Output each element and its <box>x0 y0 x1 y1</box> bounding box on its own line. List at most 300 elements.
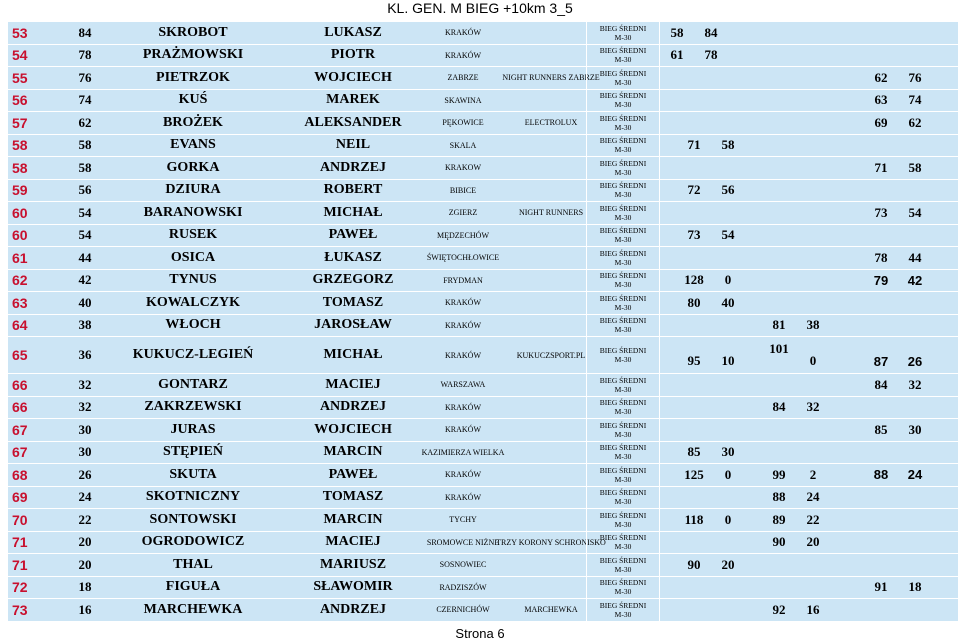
score-value: 87 <box>873 354 889 369</box>
category-line-2: M-30 <box>614 235 632 245</box>
category-line-2: M-30 <box>614 212 632 222</box>
city-cell: KAZIMIERZA WIELKA <box>421 447 505 457</box>
first-name-cell: MARCIN <box>323 444 383 460</box>
category-line-2: M-30 <box>614 407 632 417</box>
category-cell <box>586 532 660 554</box>
score-value: 118 <box>684 511 704 527</box>
table-row <box>8 292 958 315</box>
position-cell: 69 <box>12 489 28 506</box>
category-cell <box>586 397 660 419</box>
category-line-1: BIEG ŚREDNI <box>599 203 647 213</box>
table-row <box>8 599 958 622</box>
surname-cell: THAL <box>173 556 213 572</box>
category-line-2: M-30 <box>614 325 632 335</box>
score-value: 72 <box>687 182 701 198</box>
table-row <box>8 509 958 532</box>
category-line-2: M-30 <box>614 564 632 574</box>
category-cell <box>586 135 660 157</box>
position-cell: 63 <box>12 294 28 311</box>
position-cell: 58 <box>12 137 28 154</box>
position-cell: 67 <box>12 421 28 438</box>
position-cell: 71 <box>12 534 28 551</box>
surname-cell: PRAŻMOWSKI <box>142 47 244 63</box>
surname-cell: RUSEK <box>168 227 218 243</box>
first-name-cell: MARIUSZ <box>319 556 387 572</box>
first-name-cell: PIOTR <box>330 47 376 63</box>
bib-number-cell: 20 <box>78 534 92 550</box>
score-value: 91 <box>874 579 888 595</box>
category-line-1: BIEG ŚREDNI <box>599 316 647 326</box>
score-value: 26 <box>907 354 923 369</box>
city-cell: KRAKÓW <box>445 28 481 38</box>
table-row <box>8 67 958 90</box>
position-cell: 67 <box>12 444 28 461</box>
score-value: 84 <box>772 399 786 415</box>
first-name-cell: ALEKSANDER <box>304 114 402 130</box>
category-cell <box>586 157 660 179</box>
score-value: 125 <box>684 466 704 482</box>
score-value: 54 <box>908 204 922 220</box>
city-cell: TYCHY <box>449 515 477 525</box>
position-cell: 72 <box>12 579 28 596</box>
score-value: 16 <box>806 601 820 617</box>
club-cell: NIGHT RUNNERS ZABRZE <box>502 73 600 83</box>
score-value: 79 <box>873 272 889 288</box>
position-cell: 62 <box>12 272 28 289</box>
bib-number-cell: 62 <box>78 114 92 130</box>
bib-number-cell: 56 <box>78 182 92 198</box>
club-cell: KUKUCZSPORT.PL <box>516 350 586 360</box>
category-cell <box>586 22 660 44</box>
category-line-2: M-30 <box>614 355 632 364</box>
city-cell: KRAKÓW <box>445 492 481 502</box>
category-line-1: BIEG ŚREDNI <box>599 23 647 33</box>
score-value: 38 <box>806 317 820 333</box>
score-value: 24 <box>806 489 820 505</box>
surname-cell: EVANS <box>170 137 216 153</box>
category-cell <box>586 202 660 224</box>
position-cell: 73 <box>12 601 28 618</box>
category-line-2: M-30 <box>614 100 632 110</box>
category-line-2: M-30 <box>614 497 632 507</box>
city-cell: BIBICE <box>449 185 477 195</box>
category-line-1: BIEG ŚREDNI <box>599 271 647 281</box>
first-name-cell: WOJCIECH <box>314 69 392 85</box>
category-line-2: M-30 <box>614 55 632 65</box>
category-line-1: BIEG ŚREDNI <box>599 91 647 101</box>
score-value: 88 <box>772 489 786 505</box>
surname-cell: TYNUS <box>169 272 217 288</box>
bib-number-cell: 30 <box>78 421 92 437</box>
category-line-2: M-30 <box>614 190 632 200</box>
results-table <box>8 22 958 622</box>
position-cell: 58 <box>12 159 28 176</box>
first-name-cell: ANDRZEJ <box>319 601 387 617</box>
city-cell: KRAKOW <box>445 163 481 173</box>
table-row <box>8 442 958 465</box>
first-name-cell: MACIEJ <box>325 534 381 550</box>
bib-number-cell: 20 <box>78 556 92 572</box>
category-cell <box>586 90 660 112</box>
category-line-1: BIEG ŚREDNI <box>599 248 647 258</box>
bib-number-cell: 58 <box>78 137 92 153</box>
category-line-1: BIEG ŚREDNI <box>599 443 647 453</box>
page-title: KL. GEN. M BIEG +10km 3_5 <box>387 0 573 16</box>
category-line-2: M-30 <box>614 280 632 290</box>
first-name-cell: TOMASZ <box>322 294 384 310</box>
category-cell <box>586 67 660 89</box>
category-cell <box>586 577 660 599</box>
category-line-2: M-30 <box>614 384 632 394</box>
score-value: 74 <box>908 92 922 108</box>
first-name-cell: WOJCIECH <box>314 421 392 437</box>
first-name-cell: PAWEŁ <box>328 466 378 482</box>
position-cell: 66 <box>12 376 28 393</box>
table-row <box>8 315 958 338</box>
category-cell <box>586 464 660 486</box>
club-cell: NIGHT RUNNERS <box>518 208 584 218</box>
surname-cell: OSICA <box>170 249 216 265</box>
score-value: 95 <box>687 353 701 368</box>
city-cell: CZERNICHÓW <box>436 605 490 615</box>
position-cell: 53 <box>12 24 28 41</box>
club-cell: TRZY KORONY SCHRONISKO <box>496 537 606 547</box>
category-line-1: BIEG ŚREDNI <box>599 158 647 168</box>
category-cell <box>586 292 660 314</box>
table-row <box>8 487 958 510</box>
table-row <box>8 45 958 68</box>
category-line-1: BIEG ŚREDNI <box>599 398 647 408</box>
score-value: 84 <box>704 24 718 40</box>
score-value: 54 <box>721 227 735 243</box>
category-line-1: BIEG ŚREDNI <box>599 293 647 303</box>
city-cell: ZABRZE <box>447 73 479 83</box>
surname-cell: GORKA <box>166 159 220 175</box>
first-name-cell: MARCIN <box>323 511 383 527</box>
surname-cell: BROŻEK <box>163 114 223 130</box>
bib-number-cell: 84 <box>78 24 92 40</box>
score-value: 30 <box>908 421 922 437</box>
position-cell: 61 <box>12 249 28 266</box>
score-value: 71 <box>874 159 888 175</box>
category-cell <box>586 599 660 621</box>
city-cell: MĘDZECHÓW <box>437 230 489 240</box>
score-value: 92 <box>772 601 786 617</box>
city-cell: ŚWIĘTOCHŁOWICE <box>426 253 500 263</box>
position-cell: 68 <box>12 466 28 483</box>
surname-cell: KUŚ <box>178 92 208 108</box>
surname-cell: GONTARZ <box>158 376 228 392</box>
category-cell <box>586 442 660 464</box>
score-value: 73 <box>687 227 701 243</box>
position-cell: 64 <box>12 317 28 334</box>
score-value: 85 <box>874 421 888 437</box>
score-value: 22 <box>806 511 820 527</box>
category-line-2: M-30 <box>614 32 632 42</box>
score-value: 81 <box>772 317 786 333</box>
score-value: 58 <box>670 24 684 40</box>
category-line-2: M-30 <box>614 145 632 155</box>
category-line-2: M-30 <box>614 474 632 484</box>
first-name-cell: LUKASZ <box>324 24 382 40</box>
category-line-1: BIEG ŚREDNI <box>599 136 647 146</box>
category-cell <box>586 180 660 202</box>
position-cell: 70 <box>12 511 28 528</box>
surname-cell: BARANOWSKI <box>143 204 243 220</box>
city-cell: KRAKÓW <box>445 402 481 412</box>
bib-number-cell: 76 <box>78 69 92 85</box>
city-cell: KRAKÓW <box>445 470 481 480</box>
score-value: 73 <box>874 204 888 220</box>
bib-number-cell: 30 <box>78 444 92 460</box>
category-line-1: BIEG ŚREDNI <box>599 46 647 56</box>
score-value: 0 <box>809 353 817 368</box>
bib-number-cell: 54 <box>78 204 92 220</box>
city-cell: KRAKÓW <box>445 350 481 360</box>
table-row <box>8 90 958 113</box>
club-cell: MARCHEWKA <box>524 605 578 615</box>
category-cell <box>586 112 660 134</box>
score-value: 32 <box>908 376 922 392</box>
score-value: 24 <box>907 467 923 483</box>
first-name-cell: SŁAWOMIR <box>313 579 393 595</box>
score-value: 101 <box>769 341 789 356</box>
score-value: 2 <box>809 466 817 482</box>
position-cell: 60 <box>12 227 28 244</box>
position-cell: 56 <box>12 92 28 109</box>
first-name-cell: MAREK <box>326 92 380 108</box>
surname-cell: PIETRZOK <box>156 69 230 85</box>
score-value: 0 <box>724 511 732 527</box>
city-cell: KRAKÓW <box>445 320 481 330</box>
score-value: 40 <box>721 294 735 310</box>
position-cell: 59 <box>12 182 28 199</box>
city-cell: SKAWINA <box>444 95 482 105</box>
bib-number-cell: 38 <box>78 317 92 333</box>
table-row <box>8 247 958 270</box>
city-cell: SOSNOWIEC <box>439 560 487 570</box>
first-name-cell: JAROSŁAW <box>314 317 392 333</box>
score-value: 88 <box>873 467 889 483</box>
table-row <box>8 270 958 293</box>
surname-cell: DZIURA <box>165 182 221 198</box>
surname-cell: JURAS <box>170 421 216 437</box>
score-value: 58 <box>908 159 922 175</box>
city-cell: PĘKOWICE <box>442 118 484 128</box>
score-value: 71 <box>687 137 701 153</box>
first-name-cell: MACIEJ <box>325 376 381 392</box>
table-row <box>8 397 958 420</box>
score-value: 62 <box>874 69 888 85</box>
score-value: 42 <box>907 272 923 288</box>
score-value: 0 <box>724 466 732 482</box>
table-row <box>8 225 958 248</box>
category-line-1: BIEG ŚREDNI <box>599 181 647 191</box>
category-line-1: BIEG ŚREDNI <box>599 578 647 588</box>
score-value: 44 <box>908 249 922 265</box>
city-cell: FRYDMAN <box>443 275 483 285</box>
bib-number-cell: 16 <box>78 601 92 617</box>
score-value: 20 <box>806 534 820 550</box>
first-name-cell: PAWEŁ <box>328 227 378 243</box>
category-line-2: M-30 <box>614 519 632 529</box>
position-cell: 54 <box>12 47 28 64</box>
table-row <box>8 202 958 225</box>
score-value: 85 <box>687 444 701 460</box>
category-line-2: M-30 <box>614 302 632 312</box>
table-row <box>8 577 958 600</box>
category-line-2: M-30 <box>614 542 632 552</box>
category-cell <box>586 337 660 373</box>
position-cell: 55 <box>12 69 28 86</box>
table-row <box>8 112 958 135</box>
category-cell <box>586 315 660 337</box>
surname-cell: SONTOWSKI <box>149 511 237 527</box>
category-line-2: M-30 <box>614 257 632 267</box>
category-line-1: BIEG ŚREDNI <box>599 68 647 78</box>
city-cell: KRAKÓW <box>445 50 481 60</box>
score-value: 69 <box>874 114 888 130</box>
position-cell: 71 <box>12 556 28 573</box>
category-cell <box>586 45 660 67</box>
city-cell: ZGIERZ <box>448 208 478 218</box>
surname-cell: SKOTNICZNY <box>145 489 241 505</box>
table-row <box>8 22 958 45</box>
bib-number-cell: 32 <box>78 399 92 415</box>
first-name-cell: NEIL <box>335 137 371 153</box>
score-value: 89 <box>772 511 786 527</box>
score-value: 80 <box>687 294 701 310</box>
first-name-cell: ROBERT <box>323 182 383 198</box>
city-cell: KRAKÓW <box>445 425 481 435</box>
bib-number-cell: 44 <box>78 249 92 265</box>
city-cell: WARSZAWA <box>440 380 486 390</box>
bib-number-cell: 58 <box>78 159 92 175</box>
score-value: 0 <box>724 272 732 288</box>
category-line-2: M-30 <box>614 122 632 132</box>
surname-cell: ZAKRZEWSKI <box>144 399 242 415</box>
score-value: 90 <box>772 534 786 550</box>
score-value: 61 <box>670 47 684 63</box>
category-line-1: BIEG ŚREDNI <box>599 510 647 520</box>
score-value: 56 <box>721 182 735 198</box>
surname-cell: SKUTA <box>169 466 217 482</box>
score-value: 10 <box>721 353 735 368</box>
first-name-cell: ŁUKASZ <box>324 249 382 265</box>
city-cell: KRAKÓW <box>445 298 481 308</box>
category-line-1: BIEG ŚREDNI <box>599 555 647 565</box>
city-cell: SKALA <box>449 140 477 150</box>
table-row <box>8 419 958 442</box>
category-line-1: BIEG ŚREDNI <box>599 465 647 475</box>
score-value: 78 <box>704 47 718 63</box>
bib-number-cell: 74 <box>78 92 92 108</box>
category-cell <box>586 225 660 247</box>
table-row <box>8 180 958 203</box>
surname-cell: OGRODOWICZ <box>141 534 245 550</box>
position-cell: 57 <box>12 114 28 131</box>
table-row <box>8 374 958 397</box>
surname-cell: MARCHEWKA <box>143 601 243 617</box>
category-cell <box>586 509 660 531</box>
club-cell: ELECTROLUX <box>524 118 578 128</box>
score-value: 20 <box>721 556 735 572</box>
category-cell <box>586 487 660 509</box>
category-line-2: M-30 <box>614 429 632 439</box>
category-cell <box>586 419 660 441</box>
category-line-1: BIEG ŚREDNI <box>599 533 647 543</box>
bib-number-cell: 26 <box>78 466 92 482</box>
first-name-cell: ANDRZEJ <box>319 399 387 415</box>
score-value: 76 <box>908 69 922 85</box>
table-row <box>8 135 958 158</box>
page-number: Strona 6 <box>455 626 505 641</box>
score-value: 84 <box>874 376 888 392</box>
category-line-1: BIEG ŚREDNI <box>599 226 647 236</box>
score-value: 58 <box>721 137 735 153</box>
table-row <box>8 554 958 577</box>
category-line-1: BIEG ŚREDNI <box>599 346 647 355</box>
category-line-2: M-30 <box>614 609 632 619</box>
table-row <box>8 337 958 374</box>
table-row <box>8 532 958 555</box>
score-value: 18 <box>908 579 922 595</box>
score-value: 90 <box>687 556 701 572</box>
score-value: 32 <box>806 399 820 415</box>
category-cell <box>586 247 660 269</box>
table-row <box>8 464 958 487</box>
position-cell: 66 <box>12 399 28 416</box>
category-line-2: M-30 <box>614 167 632 177</box>
city-cell: RADZISZÓW <box>439 582 487 592</box>
category-line-1: BIEG ŚREDNI <box>599 375 647 385</box>
category-line-2: M-30 <box>614 452 632 462</box>
first-name-cell: GRZEGORZ <box>312 272 394 288</box>
bib-number-cell: 40 <box>78 294 92 310</box>
bib-number-cell: 42 <box>78 272 92 288</box>
bib-number-cell: 24 <box>78 489 92 505</box>
score-value: 30 <box>721 444 735 460</box>
surname-cell: KOWALCZYK <box>145 294 241 310</box>
bib-number-cell: 18 <box>78 579 92 595</box>
bib-number-cell: 78 <box>78 47 92 63</box>
surname-cell: KUKUCZ-LEGIEŃ <box>132 347 254 362</box>
surname-cell: FIGUŁA <box>165 579 221 595</box>
score-value: 78 <box>874 249 888 265</box>
surname-cell: WŁOCH <box>165 317 221 333</box>
category-line-1: BIEG ŚREDNI <box>599 488 647 498</box>
city-cell: SROMOWCE NIŻNE <box>426 537 500 547</box>
category-line-1: BIEG ŚREDNI <box>599 600 647 610</box>
position-cell: 65 <box>12 347 28 363</box>
surname-cell: SKROBOT <box>158 24 228 40</box>
surname-cell: STĘPIEŃ <box>163 444 223 460</box>
score-value: 63 <box>874 92 888 108</box>
score-value: 99 <box>772 466 786 482</box>
score-value: 128 <box>684 272 704 288</box>
category-cell <box>586 270 660 292</box>
bib-number-cell: 32 <box>78 376 92 392</box>
first-name-cell: MICHAŁ <box>323 347 383 362</box>
bib-number-cell: 54 <box>78 227 92 243</box>
first-name-cell: TOMASZ <box>322 489 384 505</box>
category-line-1: BIEG ŚREDNI <box>599 420 647 430</box>
category-cell <box>586 554 660 576</box>
category-line-2: M-30 <box>614 587 632 597</box>
bib-number-cell: 36 <box>78 347 92 362</box>
score-value: 62 <box>908 114 922 130</box>
bib-number-cell: 22 <box>78 511 92 527</box>
